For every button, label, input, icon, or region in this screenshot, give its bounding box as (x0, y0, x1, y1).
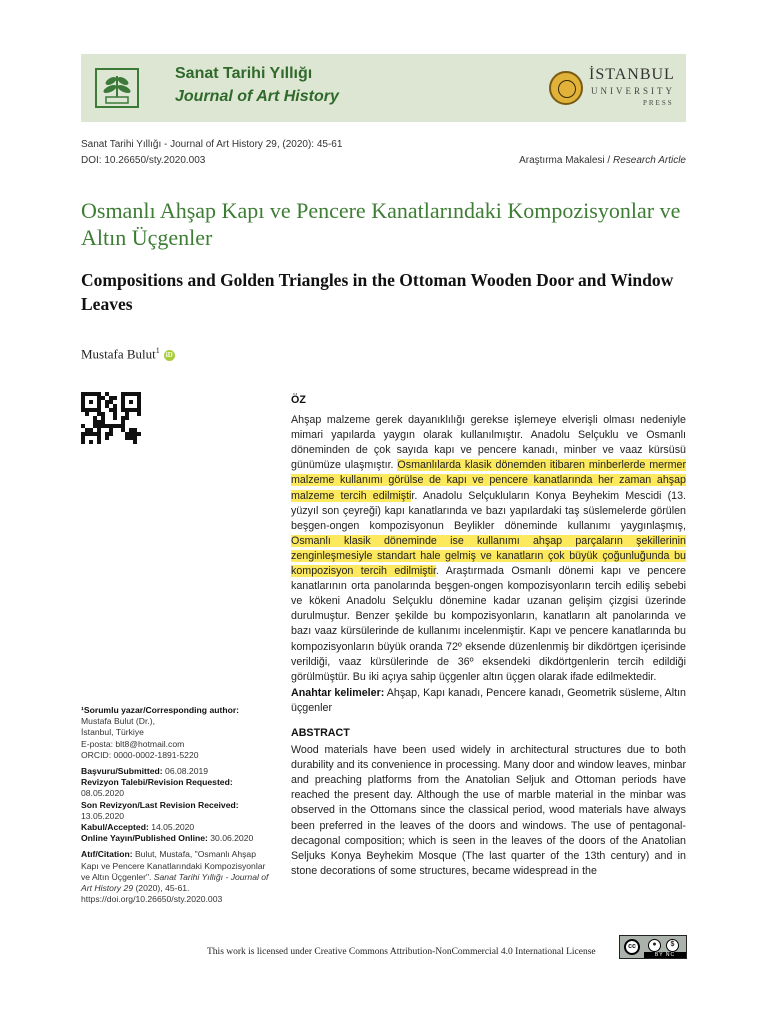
submitted-date: 06.08.2019 (162, 766, 209, 777)
submitted-label: Başvuru/Submitted: (81, 766, 163, 777)
publisher-press: PRESS (643, 99, 674, 107)
oz-text-2: r. Anadolu Selçukluların Konya Beyhekim Mescidi (13. yüzyıl son çeyreği) kapı kanatlarında ve bazı yapılardaki taş süslemelerde görülen beşgen-ongen kompozisyonun Beylikler döneminde kullanımı yaygınlaşmış, (291, 489, 687, 532)
university-seal-icon (549, 71, 583, 105)
oz-text-1: Ahşap malzeme gerek dayanıklılığı gerekse işlemeye elverişli olması nedeniyle mimari yapılarda yaygın olarak kullanılmıştır. Anadolu Selçuklu ve Osmanlı döneminden de çok sayıda kapı ve pencere kanadı, minber ve vaaz kürsüsü günümüze ulaşmıştır. (291, 414, 686, 472)
author-affiliation-mark: 1 (155, 346, 160, 355)
plant-logo-icon (95, 68, 139, 108)
orcid-icon[interactable]: iD (165, 351, 173, 360)
author-name: Mustafa Bulut (81, 346, 156, 362)
last-revision-label: Son Revizyon/Last Revision Received: (81, 799, 239, 810)
accepted-date: 14.05.2020 (148, 822, 195, 833)
published-online-date: 30.06.2020 (207, 833, 254, 844)
keywords-tr (291, 686, 686, 716)
corresponding-author-label: ¹Sorumlu yazar/Corresponding author: (81, 705, 240, 715)
main-column (291, 393, 686, 879)
journal-header (81, 54, 686, 122)
journal-title-tr: Sanat Tarihi Yıllığı (175, 65, 313, 82)
abstract-text: Wood materials have been used widely in architectural structures due to both durability and its convenience in processing. Many door and window leaves, minbar and preaching platforms from the Anatolian Seljuk and Ottoman periods have reached the present day. Although the use of marble material in the minbar was observed in the Ottomans since the classical period, wood materials have always been preferred in the leaves of the doors and windows. The use of pentagonal-decagonal composition; which is seen in the leaves of the doors of the Anatolian Seljuks Konya Beyhekim Mosque (The last quarter of the 13th century) and in stone decorations of some structures, became widespread in the (291, 744, 686, 877)
article-info-sidebar (81, 705, 271, 910)
oz-highlight-1: Osmanlılarda klasik dönemden itibaren minberlerde mermer malzeme kullanımı görülse de kapı ve pencere kanatlarında her zaman ahşap malzeme tercih edilmişti (291, 459, 687, 502)
person-icon: ● (648, 939, 661, 952)
corresponding-author-orcid: ORCID: 0000-0002-1891-5220 (81, 749, 199, 760)
article-type-en: Research Article (613, 155, 686, 166)
citation-label: Atıf/Citation: (81, 849, 133, 860)
oz-paragraph (291, 413, 686, 685)
non-commercial-icon: $ (666, 939, 679, 952)
title-turkish: Osmanlı Ahşap Kapı ve Pencere Kanatlarındaki Kompozisyonlar ve Altın Üçgenler (81, 198, 681, 250)
keywords-label: Anahtar kelimeler: (291, 686, 385, 699)
revision-requested-label: Revizyon Talebi/Revision Requested: (81, 777, 233, 788)
cc-tag: BY NC (644, 952, 686, 958)
revision-requested-date: 08.05.2020 (81, 788, 125, 799)
qr-code-icon[interactable] (81, 392, 141, 444)
citation-url[interactable]: https://doi.org/10.26650/sty.2020.003 (81, 894, 223, 905)
publisher-sub: UNIVERSITY (591, 86, 675, 96)
corresponding-author-name: Mustafa Bulut (Dr.), (81, 716, 156, 727)
title-english: Compositions and Golden Triangles in the Ottoman Wooden Door and Window Leaves (81, 270, 674, 314)
published-online-label: Online Yayın/Published Online: (81, 833, 208, 844)
citation-text-1: Bulut, Mustafa, "Osmanlı Ahşap Kapı ve Pencere Kanatlarındaki Kompozisyonlar ve Altın Üçgenler". (81, 849, 266, 882)
keywords-text: Ahşap, Kapı kanadı, Pencere kanadı, Geometrik süsleme, Altın üçgenler (291, 686, 687, 714)
license-text: This work is licensed under Creative Commons Attribution-NonCommercial 4.0 International License (207, 947, 596, 957)
corresponding-author-city: İstanbul, Türkiye (81, 727, 144, 738)
corresponding-author-email[interactable]: E-posta: blt8@hotmail.com (81, 738, 185, 749)
citation-text-2: (2020), 45-61. (133, 883, 190, 894)
oz-highlight-2: Osmanlı klasik döneminde ise kullanımı ahşap parçaların şekillerinin zenginleşmesiyle standart hale gelmiş ve kanatların çok büyük çoğunluğunda bu kompozisyon tercih edilmiştir (291, 534, 686, 578)
accepted-label: Kabul/Accepted: (81, 822, 149, 833)
oz-text-3: . Araştırmada Osmanlı dönemi kapı ve pencere kanatlarının orta panolarında beşgen-ongen kompozisyonların tercih ediliş sebebi ve kökeni Anadolu Selçuklu dönemine kadar uzanan gelişim çizgisi üzerinde durulmuştur. Benzer şekilde bu kompozisyonların, kanatların alt panolarında ve bazı vaaz kürsülerinde de kullanımı incelenmiştir. Kapı ve pencere kanatlarında bu kompozisyonların büyük oranda 72º eksende düzenlenmiş bir dikdörtgen içerisinde verildiği, vaaz kürsülerinde de 36º eksendeki dikdörtgenlerin tercih edildiği görülmüştür. Bu iki açıya sahip üçgenler altın üçgen olarak ifade edilmektedir. (291, 565, 686, 683)
journal-title-en: Journal of Art History (175, 88, 339, 105)
abstract-heading: ABSTRACT (291, 726, 350, 739)
oz-heading: ÖZ (291, 394, 306, 406)
citation-line: Sanat Tarihi Yıllığı - Journal of Art History 29, (2020): 45-61 (81, 139, 343, 150)
citation-journal: Sanat Tarihi Yıllığı - Journal of Art History 29 (81, 871, 269, 894)
article-type-tr: Araştırma Makalesi / (519, 155, 613, 166)
last-revision-date: 13.05.2020 (81, 810, 125, 821)
doi-line[interactable]: DOI: 10.26650/sty.2020.003 (81, 155, 206, 166)
cc-license-badge-icon[interactable] (619, 935, 687, 959)
cc-icon: cc (624, 939, 640, 955)
publisher-name: İSTANBUL (589, 66, 675, 83)
author-line (81, 346, 175, 362)
article-type (519, 155, 686, 166)
